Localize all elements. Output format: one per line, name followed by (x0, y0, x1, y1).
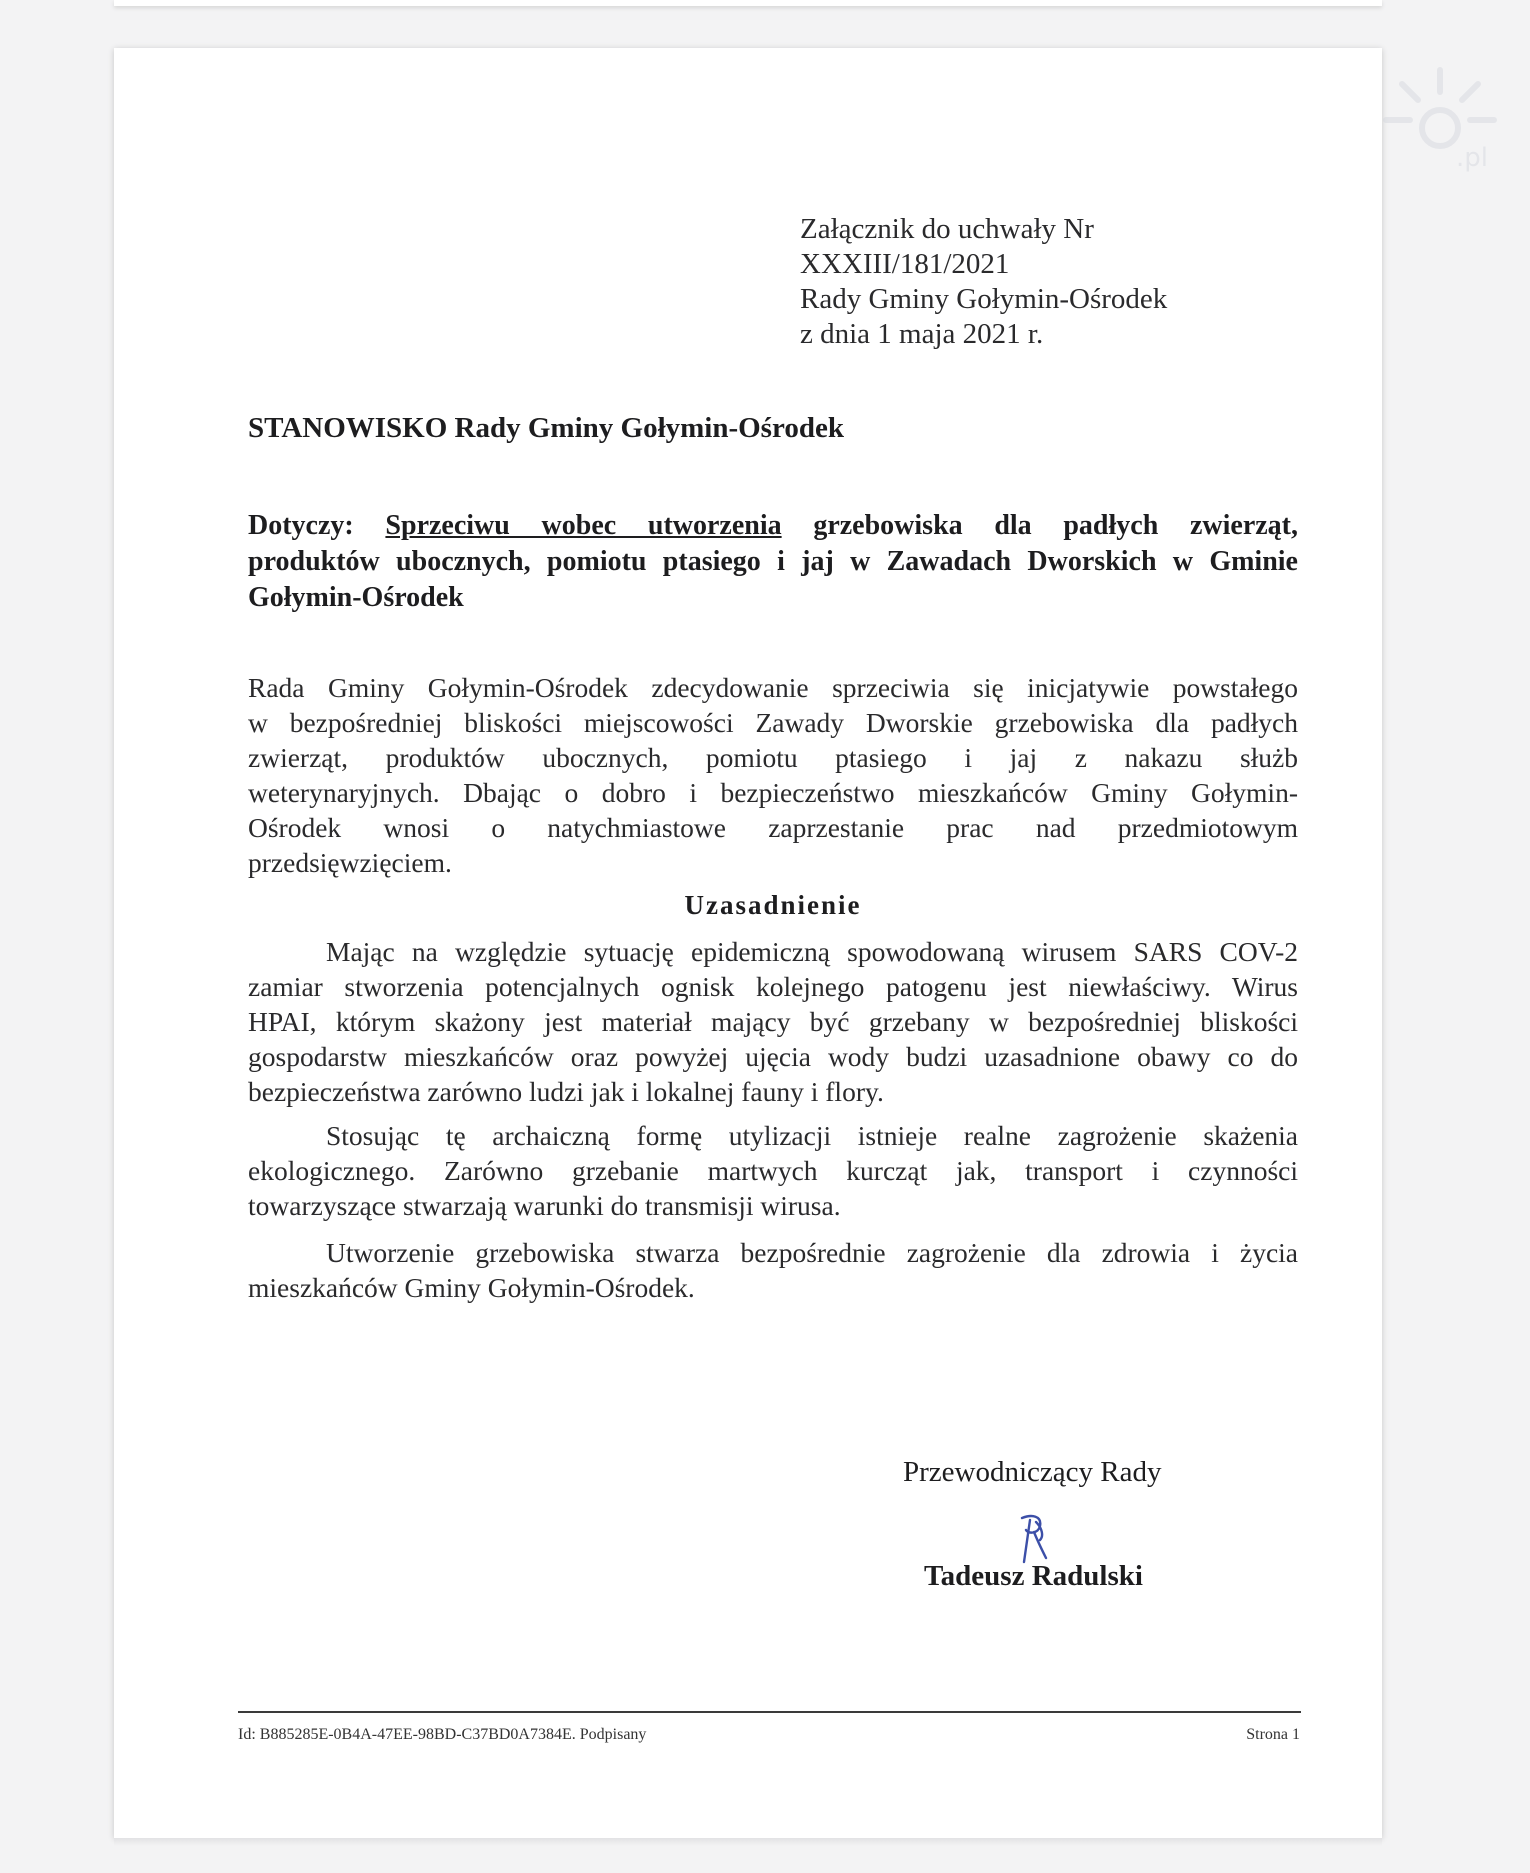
watermark-sun-icon (1370, 62, 1510, 172)
intro-paragraph (248, 670, 1298, 880)
paragraph-line: zwierząt, produktów ubocznych, pomiotu ptasiego i jaj z nakazu służb (248, 742, 1298, 773)
attachment-line: Załącznik do uchwały Nr (800, 213, 1094, 245)
paragraph-line: Ośrodek wnosi o natychmiastowe zaprzestanie prac nad przedmiotowym (248, 812, 1298, 843)
subject-text: Gołymin-Ośrodek (248, 582, 464, 613)
paragraph-line: gospodarstw mieszkańców oraz powyżej ujęcia wody budzi uzasadnione obawy co do (248, 1041, 1298, 1072)
paragraph-line: towarzyszące stwarzają warunki do transmisji wirusa. (248, 1190, 841, 1221)
attachment-header (800, 212, 1167, 352)
document-id: Id: B885285E-0B4A-47EE-98BD-C37BD0A7384E. Podpisany (238, 1726, 647, 1743)
subject-block (248, 508, 1298, 616)
watermark-logo (1370, 62, 1510, 172)
paragraph-line: Stosując tę archaiczną formę utylizacji istnieje realne zagrożenie skażenia (326, 1120, 1298, 1151)
paragraph-line: mieszkańców Gminy Gołymin-Ośrodek. (248, 1272, 695, 1303)
justification-paragraph (248, 1118, 1298, 1223)
justification-paragraph (248, 1235, 1298, 1305)
page-bottom-shadow (114, 1838, 1382, 1846)
subject-label: Dotyczy: (248, 510, 354, 541)
subject-underlined: Sprzeciwu wobec utworzenia (385, 510, 782, 541)
attachment-date: z dnia 1 maja 2021 r. (800, 318, 1044, 350)
paragraph-line: przedsięwzięciem. (248, 847, 452, 878)
attachment-line: Rady Gminy Gołymin-Ośrodek (800, 283, 1168, 315)
paragraph-line: bezpieczeństwa zarówno ludzi jak i lokalnej fauny i flory. (248, 1076, 884, 1107)
previous-page-edge (114, 0, 1382, 6)
paragraph-line: w bezpośredniej bliskości miejscowości Zawady Dworskie grzebowiska dla padłych (248, 707, 1298, 738)
paragraph-line: Rada Gminy Gołymin-Ośrodek zdecydowanie sprzeciwia się inicjatywie powstałego (248, 672, 1298, 703)
justification-paragraph (248, 934, 1298, 1109)
subject-text: grzebowiska dla padłych zwierząt, (813, 510, 1299, 541)
paragraph-line: ekologicznego. Zarówno grzebanie martwych kurcząt jak, transport i czynności (248, 1155, 1298, 1186)
resolution-number: XXXIII/181/2021 (800, 248, 1010, 280)
page-number: Strona 1 (1246, 1726, 1300, 1743)
document-title: STANOWISKO Rady Gminy Gołymin-Ośrodek (248, 412, 844, 444)
footer-divider (238, 1711, 1301, 1713)
paragraph-line: HPAI, którym skażony jest materiał mający być grzebany w bezpośredniej bliskości (248, 1006, 1298, 1037)
paragraph-line: weterynaryjnych. Dbając o dobro i bezpieczeństwo mieszkańców Gminy Gołymin- (248, 777, 1298, 808)
subject-text: produktów ubocznych, pomiotu ptasiego i jaj w Zawadach Dworskich w Gminie (248, 546, 1298, 577)
justification-heading: Uzasadnienie (684, 890, 862, 920)
paragraph-line: Utworzenie grzebowiska stwarza bezpośrednie zagrożenie dla zdrowia i życia (326, 1237, 1298, 1268)
paragraph-line: Mając na względzie sytuację epidemiczną spowodowaną wirusem SARS COV-2 (326, 936, 1298, 967)
watermark-domain: .pl (1456, 143, 1488, 172)
signatory-role: Przewodniczący Rady (903, 1456, 1162, 1488)
paragraph-line: zamiar stworzenia potencjalnych ognisk kolejnego patogenu jest niewłaściwy. Wirus (248, 971, 1298, 1002)
signatory-name: Tadeusz Radulski (924, 1560, 1143, 1592)
